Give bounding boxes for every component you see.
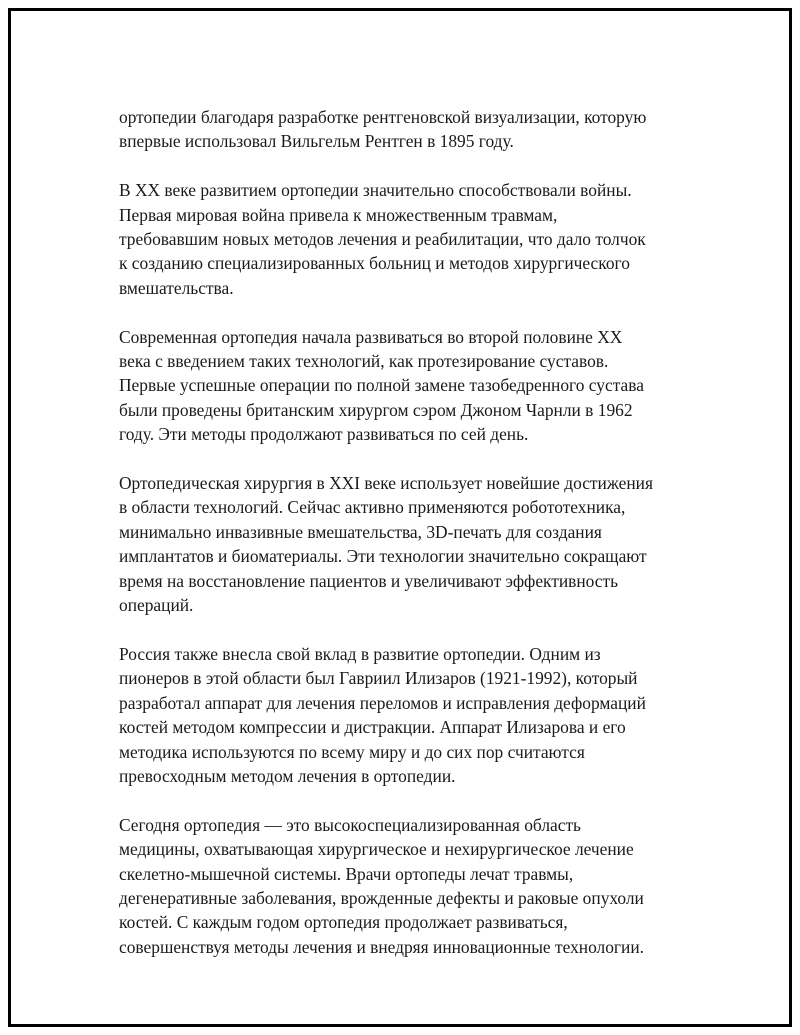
text-line: в области технологий. Сейчас активно применяются робототехника, — [119, 497, 626, 518]
text-line: медицины, охватывающая хирургическое и нехирургическое лечение — [119, 839, 634, 860]
text-line: костей методом компрессии и дистракции. Аппарат Илизарова и его — [119, 717, 626, 738]
text-line: году. Эти методы продолжают развиваться по сей день. — [119, 424, 529, 445]
text-line: скелетно-мышечной системы. Врачи ортопеды лечат травмы, — [119, 863, 574, 884]
text-line: к созданию специализированных больниц и методов хирургического — [119, 253, 630, 274]
text-line: минимально инвазивные вмешательства, 3D-печать для создания — [119, 521, 602, 542]
text-line: впервые использовал Вильгельм Рентген в 1895 году. — [119, 131, 514, 152]
text-line: имплантатов и биоматериалы. Эти технологии значительно сокращают — [119, 546, 647, 567]
text-line: требовавшим новых методов лечения и реабилитации, что дало толчок — [119, 229, 646, 250]
paragraph-5 — [119, 642, 719, 788]
text-line: совершенствуя методы лечения и внедряя инновационные технологии. — [119, 936, 645, 957]
text-line: вмешательства. — [119, 277, 234, 298]
text-line: В XX веке развитием ортопедии значительно способствовали войны. — [119, 180, 632, 201]
text-line: Сегодня ортопедия — это высокоспециализированная область — [119, 814, 581, 835]
paragraph-3 — [119, 325, 719, 447]
text-line: операций. — [119, 595, 194, 616]
text-line: разработал аппарат для лечения переломов и исправления деформаций — [119, 692, 646, 713]
paragraph-1 — [119, 105, 719, 154]
document-body — [119, 105, 719, 984]
paragraph-4 — [119, 471, 719, 617]
text-line: ортопедии благодаря разработке рентгеновской визуализации, которую — [119, 107, 647, 127]
text-line: Россия также внесла свой вклад в развитие ортопедии. Одним из — [119, 643, 601, 664]
text-line: методика используются по всему миру и до сих пор считаются — [119, 741, 585, 762]
text-line: превосходным методом лечения в ортопедии. — [119, 765, 456, 786]
text-line: время на восстановление пациентов и увеличивают эффективность — [119, 570, 619, 591]
text-line: дегенеративные заболевания, врожденные дефекты и раковые опухоли — [119, 887, 644, 908]
text-line: были проведены британским хирургом сэром Джоном Чарнли в 1962 — [119, 399, 633, 420]
text-line: Современная ортопедия начала развиваться во второй половине XX — [119, 326, 623, 347]
text-line: пионеров в этой области был Гавриил Илизаров (1921-1992), который — [119, 668, 638, 689]
text-line: Ортопедическая хирургия в XXI веке использует новейшие достижения — [119, 473, 653, 494]
paragraph-6 — [119, 813, 719, 959]
text-line: костей. С каждым годом ортопедия продолжает развиваться, — [119, 912, 568, 933]
paragraph-2 — [119, 178, 719, 300]
text-line: Первая мировая война привела к множественным травмам, — [119, 204, 558, 225]
text-line: века с введением таких технологий, как протезирование суставов. — [119, 351, 609, 372]
text-line: Первые успешные операции по полной замене тазобедренного сустава — [119, 375, 644, 396]
page-frame — [8, 8, 792, 1027]
